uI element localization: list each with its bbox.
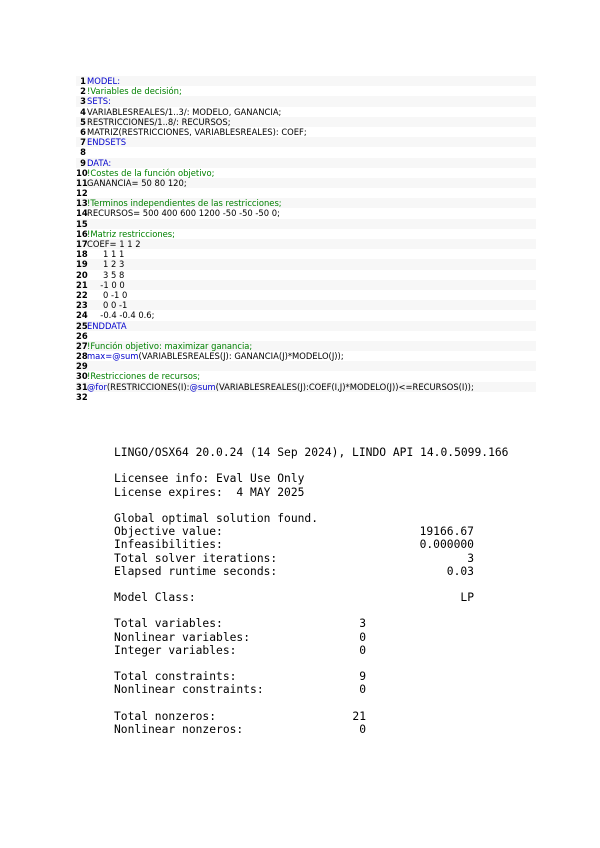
- stats-value: 0.03: [446, 564, 474, 578]
- report-header-text: LINGO/OSX64 20.0.24 (14 Sep 2024), LINDO API 14.0.5099.166: [114, 446, 509, 459]
- code-segment: RESTRICCIONES/1..8/: RECURSOS;: [87, 116, 231, 127]
- code-segment: !Matriz restricciones;: [87, 228, 175, 239]
- code-segment: COEF= 1 1 2: [87, 239, 141, 249]
- line-text: [87, 259, 124, 269]
- code-line: [76, 208, 536, 218]
- code-segment: max=: [87, 351, 113, 362]
- nonzeros-label: Total nonzeros:: [114, 709, 217, 723]
- license-expires-line: [114, 486, 474, 499]
- line-number: 14: [76, 208, 88, 219]
- model-class-label: Model Class:: [114, 591, 196, 605]
- code-segment: MATRIZ(RESTRICCIONES, VARIABLESREALES): COEF;: [87, 126, 307, 137]
- code-line: [76, 331, 536, 341]
- report-header: [114, 446, 509, 459]
- line-text: [87, 321, 127, 331]
- line-number: 25: [76, 320, 88, 331]
- line-text: [87, 249, 124, 259]
- line-number: 9: [80, 157, 86, 168]
- model-class-line: [114, 591, 474, 604]
- nonzeros-value: 0: [359, 722, 366, 736]
- stats-label: Infeasibilities:: [114, 538, 223, 552]
- code-line: [76, 127, 536, 137]
- line-number: 21: [76, 279, 88, 290]
- code-segment: 0 0 -1: [87, 300, 128, 311]
- code-segment: DATA:: [87, 157, 112, 168]
- code-segment: ENDSETS: [87, 137, 127, 148]
- code-segment: (RESTRICCIONES(I):: [106, 381, 190, 392]
- line-number: 17: [76, 239, 88, 249]
- line-text: [87, 76, 120, 86]
- code-editor: [76, 76, 536, 402]
- line-text: [87, 117, 231, 127]
- variables-row: [114, 631, 474, 644]
- code-line: [76, 321, 536, 331]
- code-line: [76, 280, 536, 290]
- nonzeros-label: Nonlinear nonzeros:: [114, 722, 244, 736]
- line-text: [87, 270, 124, 280]
- line-number: 29: [76, 361, 88, 372]
- code-line: [76, 188, 536, 198]
- line-number: 27: [76, 340, 88, 351]
- line-number: 28: [76, 351, 88, 362]
- status-text: Global optimal solution found.: [114, 511, 319, 525]
- stats-row: [114, 538, 474, 551]
- line-number: 5: [80, 116, 86, 127]
- code-segment: !Restricciones de recursos;: [87, 371, 201, 382]
- code-segment: !Costes de la función objetivo;: [87, 167, 215, 178]
- code-line: [76, 198, 536, 208]
- line-text: [87, 371, 200, 381]
- line-text: [87, 300, 127, 310]
- line-number: 30: [76, 371, 88, 382]
- model-class-value: LP: [460, 591, 474, 605]
- code-line: [76, 310, 536, 320]
- line-number: 19: [76, 259, 88, 270]
- line-number: 32: [76, 391, 88, 402]
- constraints-row: [114, 670, 474, 683]
- code-segment: @sum: [112, 351, 139, 362]
- code-line: [76, 178, 536, 188]
- code-segment: !Función objetivo: maximizar ganancia;: [87, 340, 253, 351]
- code-segment: !Variables de decisión;: [87, 86, 182, 97]
- code-line: [76, 117, 536, 127]
- line-number: 15: [76, 218, 88, 229]
- code-segment: !Terminos independientes de las restricciones;: [87, 198, 282, 209]
- line-text: [87, 178, 187, 188]
- licensee-text: Licensee info: Eval Use Only: [114, 472, 305, 486]
- stats-value: 19166.67: [419, 525, 474, 539]
- stats-label: Total solver iterations:: [114, 551, 278, 565]
- code-line: [76, 382, 536, 392]
- constraints-label: Total constraints:: [114, 670, 237, 684]
- line-number: 26: [76, 330, 88, 341]
- code-line: [76, 147, 536, 157]
- variables-value: 0: [359, 630, 366, 644]
- code-line: [76, 229, 536, 239]
- variables-value: 3: [359, 617, 366, 631]
- constraints-value: 9: [359, 670, 366, 684]
- code-segment: 3 5 8: [87, 269, 125, 280]
- line-number: 4: [80, 106, 86, 117]
- line-number: 22: [76, 289, 88, 300]
- line-text: [87, 137, 126, 147]
- line-number: 16: [76, 228, 88, 239]
- code-segment: 1 2 3: [87, 259, 125, 270]
- code-line: [76, 392, 536, 402]
- code-segment: MODEL:: [87, 76, 121, 86]
- line-text: [87, 107, 281, 117]
- code-line: [76, 249, 536, 259]
- code-segment: (VARIABLESREALES(J): GANANCIA(J)*MODELO(J));: [138, 351, 344, 362]
- nonzeros-value: 21: [352, 709, 366, 723]
- nonzeros-row: [114, 723, 474, 736]
- code-segment: SETS:: [87, 96, 111, 107]
- code-line: [76, 290, 536, 300]
- stats-row: [114, 552, 474, 565]
- code-line: [76, 300, 536, 310]
- line-number: 10: [76, 167, 88, 178]
- constraints-value: 0: [359, 683, 366, 697]
- license-expires-text: License expires: 4 MAY 2025: [114, 485, 305, 499]
- code-line: [76, 219, 536, 229]
- line-number: 18: [76, 249, 88, 260]
- line-text: [87, 208, 280, 218]
- stats-row: [114, 565, 474, 578]
- code-line: [76, 168, 536, 178]
- code-segment: @sum: [189, 381, 216, 392]
- solver-report: [114, 446, 509, 736]
- code-segment: 0 -1 0: [87, 289, 128, 300]
- line-number: 13: [76, 198, 88, 209]
- line-number: 2: [80, 86, 86, 97]
- line-text: [87, 168, 214, 178]
- line-number: 24: [76, 310, 88, 321]
- code-segment: @for: [87, 381, 107, 392]
- line-number: 23: [76, 300, 88, 311]
- line-text: [87, 229, 175, 239]
- code-segment: -1 0 0: [87, 279, 125, 290]
- line-number: 8: [80, 147, 86, 158]
- line-text: [87, 239, 141, 249]
- code-line: [76, 239, 536, 249]
- variables-label: Nonlinear variables:: [114, 630, 251, 644]
- line-number: 20: [76, 269, 88, 280]
- variables-label: Integer variables:: [114, 643, 237, 657]
- variables-row: [114, 617, 474, 630]
- line-text: [87, 127, 307, 137]
- stats-row: [114, 525, 474, 538]
- code-line: [76, 371, 536, 381]
- code-line: [76, 361, 536, 371]
- code-line: [76, 259, 536, 269]
- code-line: [76, 341, 536, 351]
- code-line: [76, 96, 536, 106]
- code-line: [76, 158, 536, 168]
- line-text: [87, 310, 154, 320]
- line-text: [87, 158, 111, 168]
- line-text: [87, 96, 111, 106]
- code-segment: RECURSOS= 500 400 600 1200 -50 -50 -50 0;: [87, 208, 280, 219]
- constraints-label: Nonlinear constraints:: [114, 683, 264, 697]
- line-number: 7: [80, 137, 86, 148]
- line-text: [87, 351, 344, 361]
- stats-value: 0.000000: [419, 538, 474, 552]
- code-segment: 1 1 1: [87, 249, 125, 260]
- line-number: 11: [76, 177, 88, 188]
- code-line: [76, 351, 536, 361]
- code-segment: VARIABLESREALES/1..3/: MODELO, GANANCIA;: [87, 106, 282, 117]
- licensee-line: [114, 472, 474, 485]
- stats-label: Elapsed runtime seconds:: [114, 564, 278, 578]
- line-number: 12: [76, 188, 88, 199]
- line-text: [87, 198, 282, 208]
- status-line: [114, 512, 474, 525]
- nonzeros-row: [114, 710, 474, 723]
- stats-value: 3: [467, 551, 474, 565]
- code-segment: GANANCIA= 50 80 120;: [87, 177, 187, 188]
- stats-label: Objective value:: [114, 525, 223, 539]
- code-segment: (VARIABLESREALES(J):COEF(I,J)*MODELO(J))<=RECURSOS(I));: [215, 381, 474, 392]
- constraints-row: [114, 683, 474, 696]
- code-line: [76, 270, 536, 280]
- code-segment: -0.4 -0.4 0.6;: [87, 310, 155, 321]
- variables-row: [114, 644, 474, 657]
- code-segment: ENDDATA: [87, 320, 127, 331]
- variables-label: Total variables:: [114, 617, 223, 631]
- variables-value: 0: [359, 643, 366, 657]
- line-text: [87, 290, 127, 300]
- line-number: 1: [80, 76, 86, 86]
- code-line: [76, 76, 536, 86]
- line-text: [87, 280, 125, 290]
- code-line: [76, 86, 536, 96]
- line-number: 3: [80, 96, 86, 107]
- code-line: [76, 137, 536, 147]
- line-number: 6: [80, 126, 86, 137]
- line-text: [87, 86, 182, 96]
- code-line: [76, 107, 536, 117]
- line-number: 31: [76, 381, 88, 392]
- line-text: [87, 382, 474, 392]
- line-text: [87, 341, 252, 351]
